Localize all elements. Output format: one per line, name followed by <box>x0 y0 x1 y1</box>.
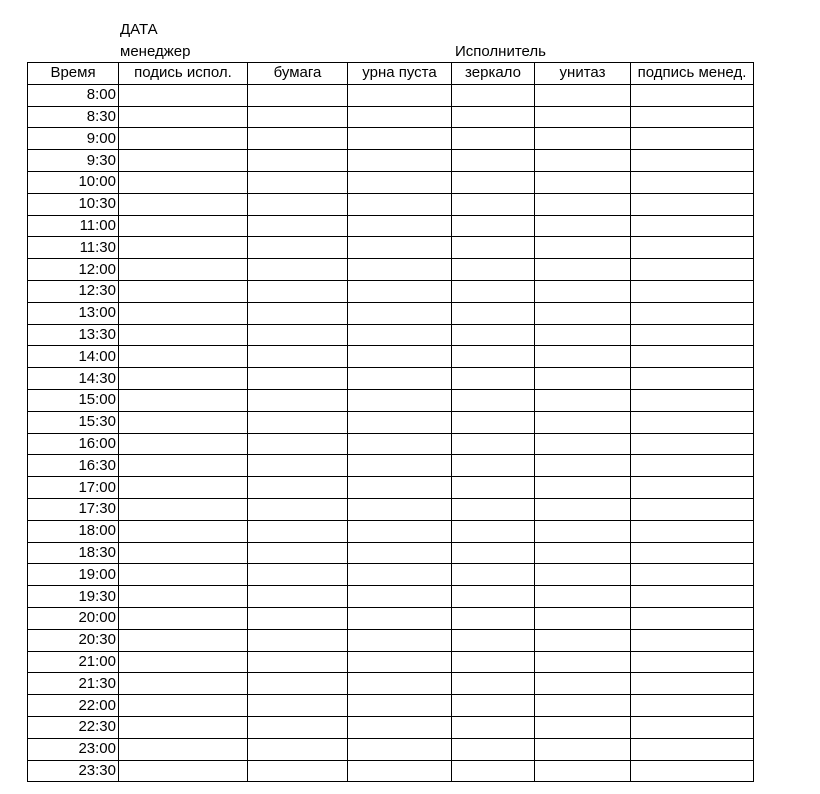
mirror-cell[interactable] <box>452 215 535 237</box>
paper-cell[interactable] <box>248 542 348 564</box>
manager-signature-cell[interactable] <box>631 498 754 520</box>
mirror-cell[interactable] <box>452 629 535 651</box>
executor-signature-cell[interactable] <box>119 564 248 586</box>
table-row <box>28 237 754 259</box>
time-cell: 9:00 <box>28 128 119 150</box>
manager-signature-cell[interactable] <box>631 237 754 259</box>
bin-empty-cell[interactable] <box>348 586 452 608</box>
mirror-cell[interactable] <box>452 411 535 433</box>
column-header-paper: бумага <box>248 63 348 85</box>
bin-empty-cell[interactable] <box>348 150 452 172</box>
manager-signature-cell[interactable] <box>631 629 754 651</box>
mirror-cell[interactable] <box>452 106 535 128</box>
toilet-cell[interactable] <box>535 389 631 411</box>
mirror-cell[interactable] <box>452 389 535 411</box>
mirror-cell[interactable] <box>452 498 535 520</box>
bin-empty-cell[interactable] <box>348 520 452 542</box>
date-label: ДАТА <box>120 21 158 38</box>
manager-signature-cell[interactable] <box>631 695 754 717</box>
toilet-cell[interactable] <box>535 215 631 237</box>
executor-label: Исполнитель <box>455 43 546 60</box>
time-cell: 8:00 <box>28 84 119 106</box>
executor-signature-cell[interactable] <box>119 84 248 106</box>
manager-signature-cell[interactable] <box>631 280 754 302</box>
time-cell: 10:00 <box>28 171 119 193</box>
paper-cell[interactable] <box>248 455 348 477</box>
bin-empty-cell[interactable] <box>348 498 452 520</box>
paper-cell[interactable] <box>248 302 348 324</box>
manager-signature-cell[interactable] <box>631 564 754 586</box>
manager-signature-cell[interactable] <box>631 455 754 477</box>
time-cell: 20:30 <box>28 629 119 651</box>
time-cell: 15:00 <box>28 389 119 411</box>
toilet-cell[interactable] <box>535 280 631 302</box>
bin-empty-cell[interactable] <box>348 477 452 499</box>
table-row <box>28 542 754 564</box>
toilet-cell[interactable] <box>535 498 631 520</box>
mirror-cell[interactable] <box>452 564 535 586</box>
bin-empty-cell[interactable] <box>348 760 452 782</box>
manager-signature-cell[interactable] <box>631 651 754 673</box>
mirror-cell[interactable] <box>452 171 535 193</box>
toilet-cell[interactable] <box>535 477 631 499</box>
executor-signature-cell[interactable] <box>119 150 248 172</box>
bin-empty-cell[interactable] <box>348 564 452 586</box>
paper-cell[interactable] <box>248 171 348 193</box>
table-row <box>28 215 754 237</box>
executor-signature-cell[interactable] <box>119 346 248 368</box>
time-cell: 21:30 <box>28 673 119 695</box>
toilet-cell[interactable] <box>535 738 631 760</box>
table-row <box>28 389 754 411</box>
manager-signature-cell[interactable] <box>631 193 754 215</box>
manager-signature-cell[interactable] <box>631 106 754 128</box>
time-cell: 8:30 <box>28 106 119 128</box>
manager-signature-cell[interactable] <box>631 477 754 499</box>
mirror-cell[interactable] <box>452 542 535 564</box>
paper-cell[interactable] <box>248 106 348 128</box>
table-row <box>28 84 754 106</box>
bin-empty-cell[interactable] <box>348 389 452 411</box>
paper-cell[interactable] <box>248 280 348 302</box>
column-header-mirror: зеркало <box>452 63 535 85</box>
manager-signature-cell[interactable] <box>631 215 754 237</box>
paper-cell[interactable] <box>248 498 348 520</box>
time-cell: 16:00 <box>28 433 119 455</box>
bin-empty-cell[interactable] <box>348 542 452 564</box>
manager-signature-cell[interactable] <box>631 411 754 433</box>
time-cell: 14:30 <box>28 368 119 390</box>
manager-signature-cell[interactable] <box>631 302 754 324</box>
bin-empty-cell[interactable] <box>348 607 452 629</box>
bin-empty-cell[interactable] <box>348 128 452 150</box>
mirror-cell[interactable] <box>452 738 535 760</box>
executor-signature-cell[interactable] <box>119 716 248 738</box>
executor-signature-cell[interactable] <box>119 738 248 760</box>
time-cell: 12:00 <box>28 259 119 281</box>
bin-empty-cell[interactable] <box>348 673 452 695</box>
executor-signature-cell[interactable] <box>119 520 248 542</box>
mirror-cell[interactable] <box>452 193 535 215</box>
toilet-cell[interactable] <box>535 629 631 651</box>
executor-signature-cell[interactable] <box>119 368 248 390</box>
mirror-cell[interactable] <box>452 520 535 542</box>
executor-signature-cell[interactable] <box>119 193 248 215</box>
bin-empty-cell[interactable] <box>348 738 452 760</box>
bin-empty-cell[interactable] <box>348 302 452 324</box>
toilet-cell[interactable] <box>535 695 631 717</box>
column-header-toilet: унитаз <box>535 63 631 85</box>
toilet-cell[interactable] <box>535 607 631 629</box>
paper-cell[interactable] <box>248 150 348 172</box>
table-row <box>28 259 754 281</box>
time-cell: 21:00 <box>28 651 119 673</box>
bin-empty-cell[interactable] <box>348 171 452 193</box>
paper-cell[interactable] <box>248 193 348 215</box>
time-cell: 19:00 <box>28 564 119 586</box>
executor-signature-cell[interactable] <box>119 695 248 717</box>
paper-cell[interactable] <box>248 520 348 542</box>
table-row <box>28 738 754 760</box>
toilet-cell[interactable] <box>535 302 631 324</box>
bin-empty-cell[interactable] <box>348 411 452 433</box>
paper-cell[interactable] <box>248 324 348 346</box>
column-header-executor-signature: подись испол. <box>119 63 248 85</box>
bin-empty-cell[interactable] <box>348 455 452 477</box>
manager-signature-cell[interactable] <box>631 586 754 608</box>
manager-signature-cell[interactable] <box>631 324 754 346</box>
column-header-manager-signature: подпись менед. <box>631 63 754 85</box>
mirror-cell[interactable] <box>452 324 535 346</box>
manager-signature-cell[interactable] <box>631 433 754 455</box>
paper-cell[interactable] <box>248 564 348 586</box>
executor-signature-cell[interactable] <box>119 673 248 695</box>
executor-signature-cell[interactable] <box>119 237 248 259</box>
toilet-cell[interactable] <box>535 324 631 346</box>
column-header-bin-empty: урна пуста <box>348 63 452 85</box>
time-cell: 11:30 <box>28 237 119 259</box>
toilet-cell[interactable] <box>535 433 631 455</box>
mirror-cell[interactable] <box>452 150 535 172</box>
toilet-cell[interactable] <box>535 760 631 782</box>
time-cell: 14:00 <box>28 346 119 368</box>
time-cell: 19:30 <box>28 586 119 608</box>
paper-cell[interactable] <box>248 607 348 629</box>
mirror-cell[interactable] <box>452 259 535 281</box>
executor-signature-cell[interactable] <box>119 586 248 608</box>
mirror-cell[interactable] <box>452 84 535 106</box>
executor-signature-cell[interactable] <box>119 651 248 673</box>
paper-cell[interactable] <box>248 738 348 760</box>
paper-cell[interactable] <box>248 433 348 455</box>
time-cell: 11:00 <box>28 215 119 237</box>
table-row <box>28 629 754 651</box>
manager-signature-cell[interactable] <box>631 368 754 390</box>
paper-cell[interactable] <box>248 215 348 237</box>
manager-signature-cell[interactable] <box>631 259 754 281</box>
manager-signature-cell[interactable] <box>631 389 754 411</box>
mirror-cell[interactable] <box>452 280 535 302</box>
toilet-cell[interactable] <box>535 237 631 259</box>
header-row <box>28 63 754 85</box>
mirror-cell[interactable] <box>452 433 535 455</box>
toilet-cell[interactable] <box>535 542 631 564</box>
time-cell: 17:00 <box>28 477 119 499</box>
toilet-cell[interactable] <box>535 128 631 150</box>
mirror-cell[interactable] <box>452 695 535 717</box>
paper-cell[interactable] <box>248 716 348 738</box>
paper-cell[interactable] <box>248 760 348 782</box>
table-row <box>28 520 754 542</box>
executor-signature-cell[interactable] <box>119 128 248 150</box>
bin-empty-cell[interactable] <box>348 629 452 651</box>
paper-cell[interactable] <box>248 695 348 717</box>
toilet-cell[interactable] <box>535 171 631 193</box>
table-row <box>28 324 754 346</box>
time-cell: 18:30 <box>28 542 119 564</box>
mirror-cell[interactable] <box>452 346 535 368</box>
executor-signature-cell[interactable] <box>119 498 248 520</box>
paper-cell[interactable] <box>248 346 348 368</box>
bin-empty-cell[interactable] <box>348 716 452 738</box>
column-header-time: Время <box>28 63 119 85</box>
mirror-cell[interactable] <box>452 651 535 673</box>
manager-signature-cell[interactable] <box>631 542 754 564</box>
bin-empty-cell[interactable] <box>348 106 452 128</box>
toilet-cell[interactable] <box>535 259 631 281</box>
toilet-cell[interactable] <box>535 455 631 477</box>
paper-cell[interactable] <box>248 368 348 390</box>
paper-cell[interactable] <box>248 411 348 433</box>
mirror-cell[interactable] <box>452 128 535 150</box>
manager-signature-cell[interactable] <box>631 171 754 193</box>
cleaning-checklist-table <box>27 62 754 782</box>
bin-empty-cell[interactable] <box>348 433 452 455</box>
toilet-cell[interactable] <box>535 673 631 695</box>
executor-signature-cell[interactable] <box>119 629 248 651</box>
table-row <box>28 716 754 738</box>
toilet-cell[interactable] <box>535 368 631 390</box>
toilet-cell[interactable] <box>535 106 631 128</box>
table-row <box>28 128 754 150</box>
table-row <box>28 498 754 520</box>
bin-empty-cell[interactable] <box>348 695 452 717</box>
time-cell: 12:30 <box>28 280 119 302</box>
time-cell: 9:30 <box>28 150 119 172</box>
bin-empty-cell[interactable] <box>348 280 452 302</box>
manager-signature-cell[interactable] <box>631 520 754 542</box>
paper-cell[interactable] <box>248 586 348 608</box>
bin-empty-cell[interactable] <box>348 324 452 346</box>
time-cell: 20:00 <box>28 607 119 629</box>
executor-signature-cell[interactable] <box>119 324 248 346</box>
manager-signature-cell[interactable] <box>631 607 754 629</box>
paper-cell[interactable] <box>248 651 348 673</box>
paper-cell[interactable] <box>248 477 348 499</box>
table-row <box>28 346 754 368</box>
table-row <box>28 106 754 128</box>
time-cell: 23:30 <box>28 760 119 782</box>
executor-signature-cell[interactable] <box>119 411 248 433</box>
toilet-cell[interactable] <box>535 411 631 433</box>
mirror-cell[interactable] <box>452 455 535 477</box>
table-row <box>28 280 754 302</box>
executor-signature-cell[interactable] <box>119 259 248 281</box>
executor-signature-cell[interactable] <box>119 455 248 477</box>
mirror-cell[interactable] <box>452 760 535 782</box>
toilet-cell[interactable] <box>535 586 631 608</box>
bin-empty-cell[interactable] <box>348 215 452 237</box>
toilet-cell[interactable] <box>535 193 631 215</box>
time-cell: 13:30 <box>28 324 119 346</box>
toilet-cell[interactable] <box>535 520 631 542</box>
bin-empty-cell[interactable] <box>348 259 452 281</box>
manager-signature-cell[interactable] <box>631 346 754 368</box>
manager-label: менеджер <box>120 43 191 60</box>
executor-signature-cell[interactable] <box>119 171 248 193</box>
table-row <box>28 193 754 215</box>
time-cell: 22:00 <box>28 695 119 717</box>
toilet-cell[interactable] <box>535 150 631 172</box>
manager-signature-cell[interactable] <box>631 128 754 150</box>
mirror-cell[interactable] <box>452 607 535 629</box>
mirror-cell[interactable] <box>452 302 535 324</box>
table-row <box>28 586 754 608</box>
manager-signature-cell[interactable] <box>631 673 754 695</box>
bin-empty-cell[interactable] <box>348 368 452 390</box>
mirror-cell[interactable] <box>452 716 535 738</box>
table-row <box>28 477 754 499</box>
executor-signature-cell[interactable] <box>119 302 248 324</box>
bin-empty-cell[interactable] <box>348 346 452 368</box>
manager-signature-cell[interactable] <box>631 760 754 782</box>
table-row <box>28 607 754 629</box>
time-cell: 18:00 <box>28 520 119 542</box>
executor-signature-cell[interactable] <box>119 215 248 237</box>
time-cell: 15:30 <box>28 411 119 433</box>
mirror-cell[interactable] <box>452 673 535 695</box>
paper-cell[interactable] <box>248 84 348 106</box>
table-row <box>28 455 754 477</box>
manager-signature-cell[interactable] <box>631 84 754 106</box>
bin-empty-cell[interactable] <box>348 651 452 673</box>
paper-cell[interactable] <box>248 237 348 259</box>
table-row <box>28 433 754 455</box>
executor-signature-cell[interactable] <box>119 106 248 128</box>
executor-signature-cell[interactable] <box>119 542 248 564</box>
time-cell: 17:30 <box>28 498 119 520</box>
table-row <box>28 302 754 324</box>
paper-cell[interactable] <box>248 259 348 281</box>
table-body <box>28 84 754 782</box>
table-row <box>28 368 754 390</box>
bin-empty-cell[interactable] <box>348 193 452 215</box>
time-cell: 22:30 <box>28 716 119 738</box>
time-cell: 23:00 <box>28 738 119 760</box>
executor-signature-cell[interactable] <box>119 607 248 629</box>
paper-cell[interactable] <box>248 673 348 695</box>
table-row <box>28 760 754 782</box>
manager-signature-cell[interactable] <box>631 738 754 760</box>
executor-signature-cell[interactable] <box>119 760 248 782</box>
mirror-cell[interactable] <box>452 368 535 390</box>
paper-cell[interactable] <box>248 128 348 150</box>
table-row <box>28 564 754 586</box>
toilet-cell[interactable] <box>535 84 631 106</box>
table-row <box>28 411 754 433</box>
mirror-cell[interactable] <box>452 586 535 608</box>
executor-signature-cell[interactable] <box>119 389 248 411</box>
time-cell: 13:00 <box>28 302 119 324</box>
toilet-cell[interactable] <box>535 716 631 738</box>
mirror-cell[interactable] <box>452 477 535 499</box>
toilet-cell[interactable] <box>535 651 631 673</box>
manager-signature-cell[interactable] <box>631 150 754 172</box>
bin-empty-cell[interactable] <box>348 237 452 259</box>
toilet-cell[interactable] <box>535 564 631 586</box>
mirror-cell[interactable] <box>452 237 535 259</box>
toilet-cell[interactable] <box>535 346 631 368</box>
paper-cell[interactable] <box>248 629 348 651</box>
paper-cell[interactable] <box>248 389 348 411</box>
executor-signature-cell[interactable] <box>119 477 248 499</box>
table-row <box>28 651 754 673</box>
table-row <box>28 150 754 172</box>
table-row <box>28 695 754 717</box>
table-row <box>28 171 754 193</box>
executor-signature-cell[interactable] <box>119 433 248 455</box>
manager-signature-cell[interactable] <box>631 716 754 738</box>
time-cell: 16:30 <box>28 455 119 477</box>
table-row <box>28 673 754 695</box>
bin-empty-cell[interactable] <box>348 84 452 106</box>
executor-signature-cell[interactable] <box>119 280 248 302</box>
time-cell: 10:30 <box>28 193 119 215</box>
